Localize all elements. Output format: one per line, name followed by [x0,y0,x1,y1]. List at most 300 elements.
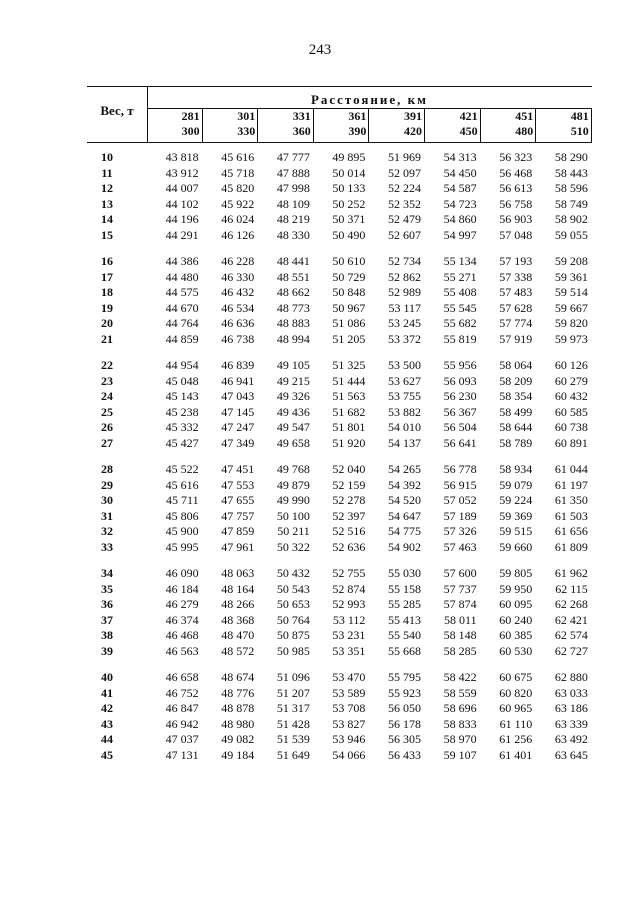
price-cell: 52 352 [388,196,421,211]
price-cell: 58 290 [554,150,588,164]
price-cell: 48 662 [276,285,310,299]
row-group [87,358,592,451]
weight-cell: 39 [101,643,113,658]
price-cell: 55 285 [388,597,421,611]
distance-range-5 [425,109,481,142]
table-row [87,540,592,556]
price-cell: 57 193 [499,254,533,268]
price-cell: 59 361 [554,269,588,284]
price-cell: 48 551 [276,269,310,284]
price-cell: 58 596 [554,181,588,195]
price-cell: 47 131 [165,747,199,762]
range-to: 360 [292,124,311,138]
price-cell: 58 696 [443,701,477,715]
price-cell: 54 313 [443,150,477,164]
table-row [87,389,592,405]
price-cell: 57 737 [443,581,477,596]
price-cell: 61 110 [499,716,533,731]
price-cell: 55 158 [388,581,421,596]
price-cell: 58 064 [499,358,533,372]
price-cell: 55 668 [388,643,421,658]
price-cell: 60 965 [499,701,533,715]
weight-cell: 36 [101,597,113,611]
price-cell: 60 820 [499,685,533,700]
price-cell: 55 413 [388,612,421,627]
price-cell: 46 847 [165,701,199,715]
weight-cell: 29 [101,477,113,492]
weight-cell: 37 [101,612,113,627]
table-row [87,509,592,525]
price-cell: 43 912 [165,165,199,180]
price-cell: 51 801 [332,420,366,434]
price-cell: 63 339 [554,716,588,731]
price-cell: 52 874 [332,581,366,596]
price-cell: 58 644 [499,420,533,434]
price-cell: 46 941 [221,373,255,388]
price-cell: 48 164 [221,581,255,596]
price-cell: 45 616 [221,150,255,164]
price-cell: 56 230 [443,389,477,403]
table-row [87,197,592,213]
price-cell: 63 492 [554,732,588,746]
price-cell: 50 543 [276,581,310,596]
price-cell: 46 839 [221,358,255,372]
price-cell: 53 827 [332,716,366,731]
price-cell: 58 902 [554,212,588,226]
price-cell: 59 079 [499,477,533,492]
price-cell: 58 749 [554,196,588,211]
price-cell: 47 145 [221,404,255,419]
price-cell: 56 903 [499,212,533,226]
price-cell: 48 572 [221,643,255,658]
price-cell: 55 134 [443,254,477,268]
weight-cell: 20 [101,316,113,330]
price-cell: 47 553 [221,477,255,492]
weight-cell: 14 [101,212,113,226]
price-cell: 61 044 [554,462,588,476]
price-cell: 45 806 [165,508,199,523]
table-row [87,212,592,228]
table-row [87,701,592,717]
range-from: 481 [570,109,589,123]
price-cell: 52 224 [388,181,421,195]
price-cell: 60 385 [499,628,533,642]
price-cell: 44 196 [165,212,199,226]
price-cell: 48 109 [276,196,310,211]
price-cell: 51 682 [332,404,366,419]
price-cell: 54 137 [388,435,421,450]
price-cell: 60 738 [554,420,588,434]
weight-cell: 42 [101,701,113,715]
table-row [87,254,592,270]
table-row [87,748,592,764]
price-cell: 48 776 [221,685,255,700]
price-cell: 56 178 [388,716,421,731]
weight-cell: 32 [101,524,113,538]
price-cell: 57 919 [499,331,533,346]
price-cell: 50 848 [332,285,366,299]
tariff-table [87,86,592,774]
distance-range-7 [536,109,592,142]
weight-cell: 26 [101,420,113,434]
weight-cell: 35 [101,581,113,596]
price-cell: 54 392 [388,477,421,492]
price-cell: 56 305 [388,732,421,746]
price-cell: 48 063 [221,566,255,580]
price-cell: 50 432 [276,566,310,580]
price-cell: 50 211 [277,524,310,538]
price-cell: 51 539 [276,732,310,746]
price-cell: 58 285 [443,643,477,658]
price-cell: 56 050 [388,701,421,715]
price-cell: 46 534 [221,300,255,315]
price-cell: 44 386 [165,254,199,268]
price-cell: 44 670 [165,300,199,315]
price-cell: 61 256 [499,732,533,746]
price-cell: 50 252 [332,196,366,211]
weight-column-header: Вес, т [100,103,134,118]
table-row [87,717,592,733]
price-cell: 50 610 [332,254,366,268]
price-cell: 56 778 [443,462,477,476]
price-cell: 57 628 [499,300,533,315]
price-cell: 45 820 [221,181,255,195]
price-cell: 44 764 [165,316,199,330]
price-cell: 52 755 [332,566,366,580]
range-from: 281 [181,109,200,123]
table-body [87,150,592,763]
price-cell: 49 895 [332,150,366,164]
price-cell: 47 757 [221,508,255,523]
price-cell: 44 954 [165,358,199,372]
weight-cell: 12 [101,181,113,195]
price-cell: 47 043 [221,389,255,403]
weight-cell: 27 [101,435,113,450]
price-cell: 53 946 [332,732,366,746]
price-cell: 47 451 [221,462,255,476]
price-cell: 51 969 [388,150,421,164]
weight-cell: 18 [101,285,113,299]
range-from: 301 [237,109,256,123]
price-cell: 56 915 [443,477,477,492]
weight-cell: 38 [101,628,113,642]
price-cell: 59 820 [554,316,588,330]
weight-cell: 30 [101,493,113,507]
price-cell: 58 354 [499,389,533,403]
table-row [87,628,592,644]
table-row [87,166,592,182]
price-cell: 48 266 [221,597,255,611]
price-cell: 46 432 [221,285,255,299]
weight-cell: 10 [101,150,113,164]
table-row [87,478,592,494]
price-cell: 55 271 [443,269,477,284]
price-cell: 55 545 [443,300,477,315]
price-cell: 55 923 [388,685,421,700]
price-cell: 56 504 [443,420,477,434]
price-cell: 55 540 [388,628,421,642]
price-cell: 60 279 [554,373,588,388]
price-cell: 47 859 [221,524,255,538]
price-cell: 60 095 [499,597,533,611]
weight-cell: 28 [101,462,113,476]
price-cell: 56 641 [443,435,477,450]
price-cell: 59 514 [554,285,588,299]
price-cell: 57 774 [499,316,533,330]
price-cell: 54 450 [443,165,477,180]
price-cell: 56 367 [443,404,477,419]
price-cell: 52 989 [388,285,421,299]
price-cell: 52 397 [332,508,366,523]
price-cell: 51 428 [276,716,310,731]
weight-cell: 19 [101,300,113,315]
price-cell: 54 010 [388,420,421,434]
price-cell: 52 636 [332,539,366,554]
price-cell: 60 432 [554,389,588,403]
price-cell: 46 468 [165,628,199,642]
price-cell: 48 368 [221,612,255,627]
price-cell: 49 547 [276,420,310,434]
price-cell: 62 268 [554,597,588,611]
range-to: 390 [348,124,367,138]
price-cell: 45 922 [221,196,255,211]
table-row [87,613,592,629]
price-cell: 57 874 [443,597,477,611]
price-cell: 52 862 [388,269,421,284]
price-cell: 45 332 [165,420,199,434]
price-cell: 57 483 [499,285,533,299]
price-cell: 50 490 [332,227,366,242]
range-from: 451 [515,109,534,123]
range-from: 361 [348,109,367,123]
price-cell: 58 209 [499,373,533,388]
price-cell: 57 189 [443,508,477,523]
price-cell: 46 636 [221,316,255,330]
range-to: 300 [181,124,200,138]
price-cell: 54 520 [388,493,421,507]
weight-cell: 34 [101,566,113,580]
table-row [87,181,592,197]
price-cell: 54 265 [388,462,421,476]
weight-cell: 21 [101,331,113,346]
price-cell: 52 278 [332,493,366,507]
price-cell: 58 443 [554,165,588,180]
price-cell: 60 675 [499,670,533,684]
price-cell: 61 809 [554,539,588,554]
weight-cell: 16 [101,254,113,268]
price-cell: 57 338 [499,269,533,284]
price-cell: 45 427 [165,435,199,450]
range-from: 331 [292,109,311,123]
price-cell: 46 752 [165,685,199,700]
price-cell: 58 789 [499,435,533,450]
price-cell: 46 374 [165,612,199,627]
weight-cell: 11 [101,165,113,180]
price-cell: 49 879 [276,477,310,492]
price-cell: 54 723 [443,196,477,211]
price-cell: 46 942 [165,716,199,731]
price-cell: 51 325 [332,358,366,372]
weight-cell: 13 [101,196,113,211]
price-cell: 55 682 [443,316,477,330]
table-row [87,285,592,301]
price-cell: 50 371 [332,212,366,226]
table-row [87,374,592,390]
price-cell: 46 090 [165,566,199,580]
weight-cell: 41 [101,685,113,700]
range-to: 420 [403,124,422,138]
price-cell: 45 048 [165,373,199,388]
table-row [87,436,592,452]
price-cell: 59 805 [499,566,533,580]
price-cell: 59 515 [499,524,533,538]
price-cell: 60 240 [499,612,533,627]
price-cell: 52 040 [332,462,366,476]
table-row [87,524,592,540]
price-cell: 57 326 [443,524,477,538]
price-cell: 48 330 [276,227,310,242]
price-cell: 47 888 [276,165,310,180]
price-cell: 51 207 [276,685,310,700]
weight-cell: 44 [101,732,113,746]
weight-cell: 22 [101,358,113,372]
range-to: 480 [515,124,534,138]
distance-range-6 [481,109,537,142]
table-row [87,462,592,478]
price-cell: 49 990 [276,493,310,507]
distance-header: Расстояние, км [310,92,429,107]
price-cell: 59 224 [499,493,533,507]
price-cell: 45 718 [221,165,255,180]
price-cell: 63 645 [554,747,588,762]
table-row [87,270,592,286]
price-cell: 43 818 [165,150,199,164]
price-cell: 53 351 [332,643,366,658]
price-cell: 53 708 [332,701,366,715]
range-from: 391 [403,109,422,123]
price-cell: 50 133 [332,181,366,195]
price-cell: 50 653 [276,597,310,611]
price-cell: 53 882 [388,404,421,419]
table-row [87,405,592,421]
row-group [87,254,592,347]
price-cell: 60 891 [554,435,588,450]
price-cell: 50 100 [276,508,310,523]
range-from: 421 [459,109,478,123]
price-cell: 61 401 [499,747,533,762]
price-cell: 49 436 [276,404,310,419]
price-cell: 54 902 [388,539,421,554]
range-to: 510 [570,124,589,138]
price-cell: 58 011 [444,612,477,627]
price-cell: 49 658 [276,435,310,450]
table-row [87,582,592,598]
distance-range-1 [203,109,259,142]
weight-cell: 24 [101,389,113,403]
price-cell: 48 674 [221,670,255,684]
price-cell: 45 616 [165,477,199,492]
price-cell: 46 738 [221,331,255,346]
price-cell: 53 470 [332,670,366,684]
price-cell: 56 613 [499,181,533,195]
price-cell: 49 105 [276,358,310,372]
price-cell: 54 860 [443,212,477,226]
price-cell: 47 349 [221,435,255,450]
price-cell: 49 326 [276,389,310,403]
page-number: 243 [308,42,332,58]
weight-cell: 17 [101,269,113,284]
price-cell: 45 711 [166,493,199,507]
price-cell: 59 973 [554,331,588,346]
price-cell: 53 245 [388,316,421,330]
distance-range-3 [314,109,370,142]
price-cell: 55 956 [443,358,477,372]
price-cell: 45 900 [165,524,199,538]
row-group [87,462,592,555]
price-cell: 54 587 [443,181,477,195]
price-cell: 54 775 [388,524,421,538]
price-cell: 57 052 [443,493,477,507]
price-cell: 59 107 [443,747,477,762]
price-cell: 51 649 [276,747,310,762]
price-cell: 44 291 [165,227,199,242]
price-cell: 44 575 [165,285,199,299]
price-cell: 60 126 [554,358,588,372]
price-cell: 52 159 [332,477,366,492]
price-cell: 45 143 [165,389,199,403]
price-cell: 62 880 [554,670,588,684]
price-cell: 51 563 [332,389,366,403]
price-cell: 48 994 [276,331,310,346]
price-cell: 61 350 [554,493,588,507]
price-cell: 44 480 [165,269,199,284]
table-row [87,597,592,613]
price-cell: 50 322 [276,539,310,554]
price-cell: 47 655 [221,493,255,507]
price-cell: 55 408 [443,285,477,299]
price-cell: 59 660 [499,539,533,554]
price-cell: 56 323 [499,150,533,164]
price-cell: 60 585 [554,404,588,419]
price-cell: 55 030 [388,566,421,580]
table-row [87,301,592,317]
price-cell: 49 768 [276,462,310,476]
table-row [87,493,592,509]
price-cell: 48 773 [276,300,310,315]
price-cell: 52 097 [388,165,421,180]
table-row [87,150,592,166]
price-cell: 62 421 [554,612,588,627]
table-row [87,358,592,374]
price-cell: 52 479 [388,212,421,226]
row-group [87,566,592,659]
weight-cell: 33 [101,539,113,554]
table-header [87,86,592,143]
weight-cell: 43 [101,716,113,731]
price-cell: 47 998 [276,181,310,195]
price-cell: 48 219 [276,212,310,226]
price-cell: 53 755 [388,389,421,403]
price-cell: 51 086 [332,316,366,330]
price-cell: 58 970 [443,732,477,746]
price-cell: 46 228 [221,254,255,268]
price-cell: 58 833 [443,716,477,731]
price-cell: 54 066 [332,747,366,762]
price-cell: 62 727 [554,643,588,658]
price-cell: 50 985 [276,643,310,658]
price-cell: 57 600 [443,566,477,580]
price-cell: 50 875 [276,628,310,642]
